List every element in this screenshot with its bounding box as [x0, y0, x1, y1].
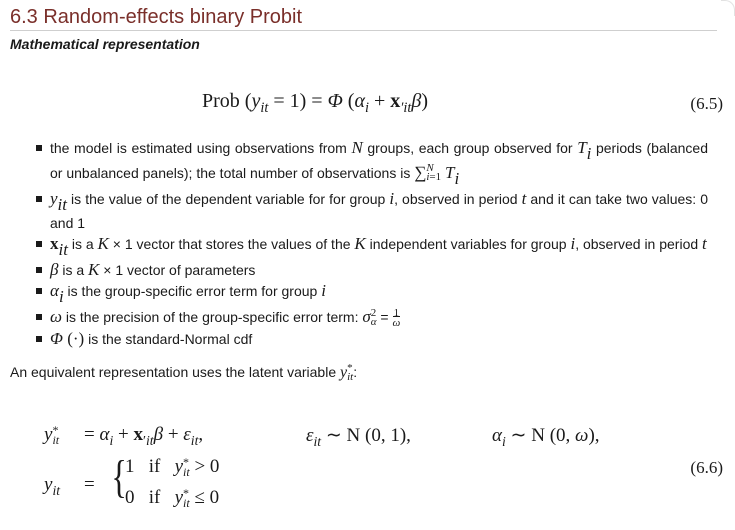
page-corner [721, 0, 735, 16]
epsilon-distribution: $\varepsilon_{it}$ ∼ N (0, 1), [306, 425, 411, 449]
equation-number-6-5: (6.5) [690, 94, 723, 113]
equation-6-6-lhs2: $y_{it}$ [44, 474, 61, 498]
section-title: 6.3 Random-effects binary Probit [10, 6, 303, 28]
list-item: yit is the value of the dependent variable for for group i, observed in period t and it can take two values: 0 and 1 [36, 189, 708, 233]
list-item: β is a K × 1 vector of parameters [36, 260, 708, 280]
list-item: αi is the group-specific error term for group i [36, 281, 708, 306]
equation-6-5: Prob $(y_{it} = 1) = \Phi$ $(\alpha_i + x_{'it}\beta)$ [202, 90, 429, 117]
case-brace: { [111, 451, 127, 502]
title-divider [10, 30, 717, 31]
definition-list [36, 138, 708, 350]
equation-6-6-lhs1: y* it [44, 423, 60, 447]
equation-number-6-6: (6.6) [690, 458, 723, 477]
list-item: Φ (·) is the standard-Normal cdf [36, 329, 708, 349]
subsection-heading: Mathematical representation [10, 36, 200, 52]
case-zero: 0 if y* it ≤ 0 [125, 486, 220, 510]
list-item: xit is a K × 1 vector that stores the values of the K independent variables for group i, observed in period t [36, 234, 708, 259]
latent-intro: An equivalent representation uses the latent variable y* it: [10, 362, 358, 383]
list-item: ω is the precision of the group-specific error term: σ2 α = 1 ω [36, 307, 708, 328]
equation-6-6-rhs1: = $\alpha_i + x_{'it}\beta + \varepsilon_{it}$, [84, 424, 204, 448]
list-item: the model is estimated using observations from N groups, each group observed for Ti periods (balanced or unbalanced panels); the total number of observations is ∑N i=1 Ti [36, 138, 708, 188]
equation-6-6-equals: = [84, 474, 95, 495]
case-one: 1 if y* it > 0 [125, 455, 220, 479]
alpha-distribution: $\alpha_i$ ∼ N (0, ω), [492, 425, 600, 449]
